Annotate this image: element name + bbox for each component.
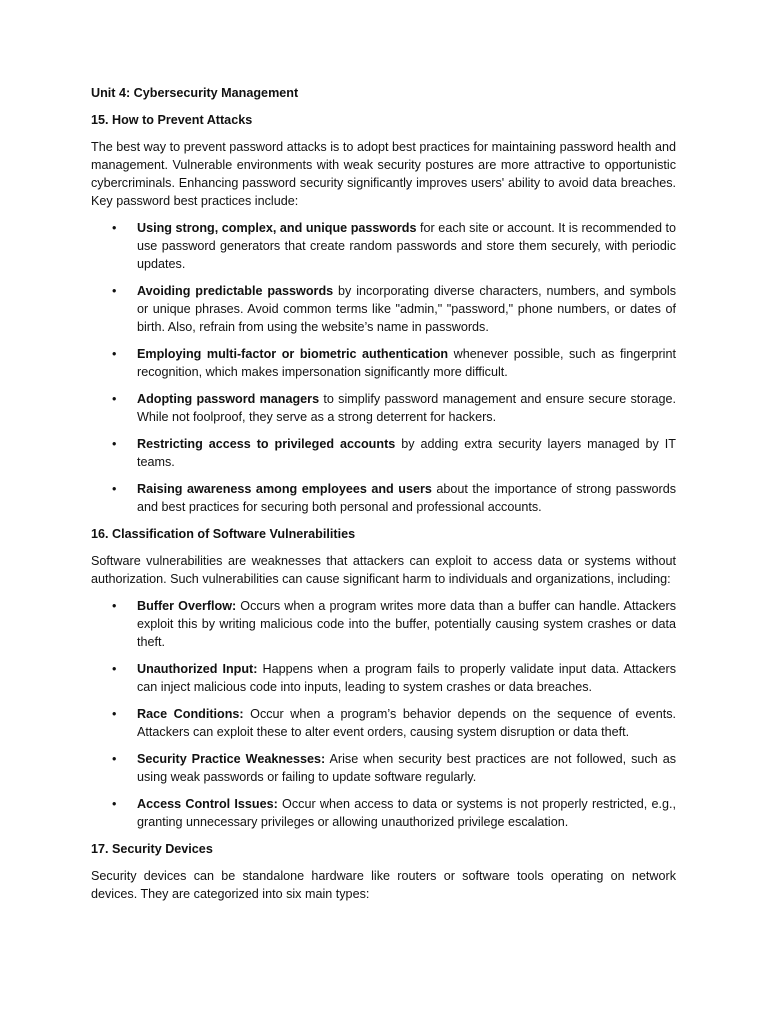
item-text: Occurs when a program writes more data than a buffer can handle. Attackers exploit this by writing malicious code into the buffer, potentially causing system crashes or data theft. bbox=[137, 599, 676, 649]
item-text: whenever possible, such as fingerprint recognition, which makes impersonation significantly more difficult. bbox=[137, 347, 676, 379]
section-heading-15: 15. How to Prevent Attacks bbox=[91, 113, 253, 127]
item-text: Occur when access to data or systems is not properly restricted, e.g., granting unnecessary privileges or allowing unauthorized privilege escalation. bbox=[137, 797, 676, 829]
item-term: Avoiding predictable passwords bbox=[137, 284, 334, 298]
list-item bbox=[91, 750, 676, 786]
item-term: Race Conditions: bbox=[137, 707, 244, 721]
list-item bbox=[91, 597, 676, 651]
item-term: Using strong, complex, and unique passwords bbox=[137, 221, 417, 235]
list-item bbox=[91, 435, 676, 471]
item-text: Arise when security best practices are not followed, such as using weak passwords or failing to update software regularly. bbox=[137, 752, 676, 784]
document-page bbox=[91, 84, 676, 912]
bullet-list-16 bbox=[91, 597, 676, 831]
list-item bbox=[91, 705, 676, 741]
item-term: Restricting access to privileged accounts bbox=[137, 437, 396, 451]
list-item bbox=[91, 345, 676, 381]
list-item bbox=[91, 282, 676, 336]
list-item bbox=[91, 795, 676, 831]
list-item bbox=[91, 390, 676, 426]
item-term: Employing multi-factor or biometric authentication bbox=[137, 347, 449, 361]
item-text: Happens when a program fails to properly validate input data. Attackers can inject malicious code into inputs, leading to system crashes or data breaches. bbox=[137, 662, 677, 694]
list-item bbox=[91, 660, 676, 696]
item-text: Occur when a program’s behavior depends on the sequence of events. Attackers can exploit these to alter event orders, causing system disruption or data theft. bbox=[137, 707, 676, 739]
section-heading-16: 16. Classification of Software Vulnerabilities bbox=[91, 527, 356, 541]
item-text: about the importance of strong passwords and best practices for securing both personal and professional accounts. bbox=[137, 482, 677, 514]
section-intro-15: The best way to prevent password attacks is to adopt best practices for maintaining password health and management. Vulnerable environments with weak security postures are more attractive to opportunistic cybercriminals. Enhancing password security significantly improves users' ability to avoid data breaches. Key password best practices include: bbox=[91, 140, 676, 208]
item-text: by incorporating diverse characters, numbers, and symbols or unique phrases. Avoid common terms like "admin," "password," phone numbers, or dates of birth. Also, refrain from using the website’s name in passwords. bbox=[137, 284, 676, 334]
bullet-list-15 bbox=[91, 219, 676, 516]
item-text: by adding extra security layers managed by IT teams. bbox=[137, 437, 676, 469]
item-term: Security Practice Weaknesses: bbox=[137, 752, 326, 766]
item-term: Buffer Overflow: bbox=[137, 599, 237, 613]
item-term: Raising awareness among employees and users bbox=[137, 482, 432, 496]
section-intro-17: Security devices can be standalone hardware like routers or software tools operating on network devices. They are categorized into six main types: bbox=[91, 869, 676, 901]
item-term: Unauthorized Input: bbox=[137, 662, 258, 676]
list-item bbox=[91, 480, 676, 516]
unit-title: Unit 4: Cybersecurity Management bbox=[91, 86, 299, 100]
section-intro-16: Software vulnerabilities are weaknesses that attackers can exploit to access data or systems without authorization. Such vulnerabilities can cause significant harm to individuals and organizations, including: bbox=[91, 554, 676, 586]
item-term: Adopting password managers bbox=[137, 392, 320, 406]
item-text: for each site or account. It is recommended to use password generators that create random passwords and store them securely, with periodic updates. bbox=[137, 221, 677, 271]
item-text: to simplify password management and ensure secure storage. While not foolproof, they serve as a strong deterrent for hackers. bbox=[137, 392, 676, 424]
item-term: Access Control Issues: bbox=[137, 797, 278, 811]
section-heading-17: 17. Security Devices bbox=[91, 842, 213, 856]
list-item bbox=[91, 219, 676, 273]
